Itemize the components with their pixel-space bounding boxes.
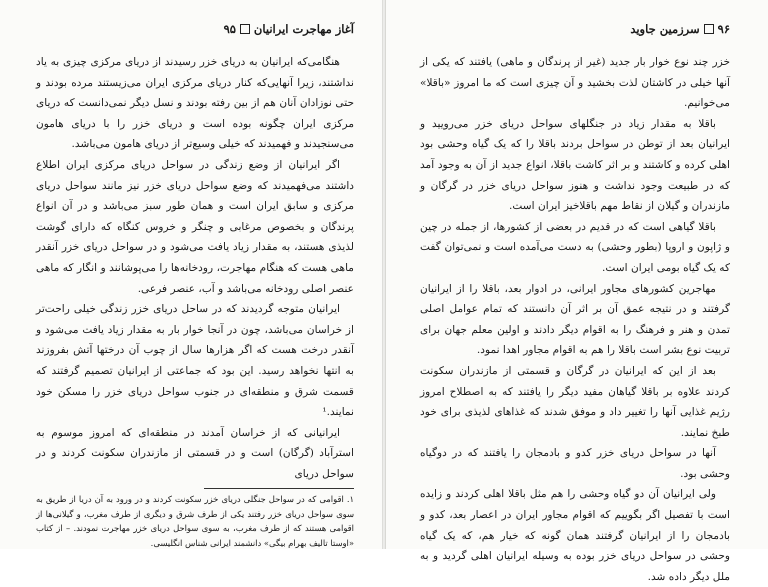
right-paragraph-2: باقلا به مقدار زیاد در جنگلهای سواحل دریای خزر می‌رویید و ایرانیان بعد از توطن در سواحل بردند باقلا را که یک گیاه وحشی بود اهلی کرده و کاشتند و بر اثر کاشت باقلا، انواع جدید از آن به وجود آمد که در طبیعت وجود نداشت و هنوز سواحل دریای خزر در گرگان و مازندران و گیلان از نقاط مهم باقلاخیز ایران است. <box>420 117 730 213</box>
right-paragraph-5: بعد از این که ایرانیان در گرگان و قسمتی از مازندران سکونت کردند علاوه بر باقلا گیاهان مفید دیگر را یافتند که به اصطلاح امروز رژیم غذایی آنها را تغییر داد و موفق شدند که غذاهای لذیذی برای خود طبخ نمایند. <box>420 364 730 439</box>
left-footnote: ۱. اقوامی که در سواحل جنگلی دریای خزر سکونت کردند و در ورود به آن دریا از طریق به سوی سواحل دریای خزر رفتند یکی از طرف شرق و دیگری از طرف مغرب، و گیلانی‌ها از اقوامی هستند که از طرف مغرب، به سوی سواحل دریای خزر مهاجرت نمودند. – از کتاب «اوستا تالیف بهرام بیگی» دانشمند ایرانی شناس انگلیسی. <box>36 494 354 548</box>
right-paragraph-3: باقلا گیاهی است که در قدیم در بعضی از کشورها، از جمله در چین و ژاپون و اروپا (بطور وحشی) به دست می‌آمده است و نمی‌توان گفت که یک گیاه بومی ایران است. <box>420 220 730 274</box>
left-page-number: ۹۵ <box>223 22 236 36</box>
right-paragraph-6: آنها در سواحل دریای خزر کدو و بادمجان را یافتند که در دوگیاه وحشی بود. <box>420 447 730 480</box>
left-paragraph-2: اگر ایرانیان از وضع زندگی در سواحل دریای مرکزی ایران اطلاع داشتند می‌فهمیدند که وضع سواحل دریای خزر نیز مانند سواحل دریای مرکزی و سابق ایران است و همان طور سبز می‌باشد و در آن انواع پرندگان و بخصوص مرغابی و چنگر و خروس کنگاه که دارای گوشت لذیذی هستند، به مقدار زیاد یافت می‌شود و در سواحل دریای خزر آنقدر ماهی هست که هنگام مهاجرت، رودخانه‌ها را می‌پوشانند و انگار که ماهی عنصر اصلی رودخانه می‌باشد و آب، عنصر فرعی. <box>36 158 354 295</box>
left-paragraph-3: ایرانیان متوجه گردیدند که در ساحل دریای خزر زندگی خیلی راحت‌تر از خراسان می‌باشد، چون در آنجا خوار بار به مقدار زیاد یافت می‌شود و آنقدر درخت هست که اگر هزارها سال از چوب آن درختها آتش بفروزند به انتها نخواهد رسید. این بود که جماعتی از ایرانیان تصمیم گرفتند که قسمت شرق و منطقه‌ای در جنوب سواحل دریای خزر را مسکن خود نمایند.¹ <box>36 303 354 419</box>
right-page <box>386 0 768 583</box>
square-ornament-icon <box>240 24 250 34</box>
right-page-number: ۹۶ <box>717 22 730 36</box>
left-page-header <box>36 18 354 40</box>
square-ornament-icon <box>704 24 714 34</box>
right-page-body <box>420 52 730 587</box>
left-paragraph-1: هنگامی‌که ایرانیان به دریای خزر رسیدند از دریای مرکزی چیزی به یاد نداشتند، زیرا آنهایی‌که کنار دریای مرکزی ایران می‌زیستند مرده بودند و حتی نوزادان آنان هم از بین رفته بودند و نسل دیگر نمی‌دانست که دریای مرکزی ایران چگونه بوده است و دریای خزر را با دریای هامون می‌سنجیدند و فهمیدند که خیلی وسیع‌تر از دریای هامون می‌باشد. <box>36 56 354 151</box>
left-page <box>0 0 384 549</box>
right-running-title: سرزمین جاوید <box>630 22 700 36</box>
left-running-head <box>224 22 354 36</box>
footnote-divider <box>204 488 354 489</box>
right-running-head <box>630 22 730 36</box>
right-page-header <box>420 18 730 40</box>
left-paragraph-4: ایرانیانی که از خراسان آمدند در منطقه‌ای که امروز موسوم به استرآباد (گرگان) است و در قسمتی از مازندران سکونت کردند و در سواحل دریای <box>36 426 354 480</box>
right-paragraph-1: خزر چند نوع خوار بار جدید (غیر از پرندگان و ماهی) یافتند که یکی از آنها خیلی در کاشتان لذت بخشید و آن چیزی است که ما امروز «باقلا» می‌خوانیم. <box>420 56 730 110</box>
right-paragraph-7: ولی ایرانیان آن دو گیاه وحشی را هم مثل باقلا اهلی کردند و زایده است با تفصیل اگر بگوییم که اقوام مجاور ایران در اعصار بعد، کدو و بادمجان را از ایرانیان گرفتند همان گونه که خیار هم، که یک گیاه وحشی در سواحل دریای خزر بوده به وسیله ایرانیان اهلی گردید و به ملل دیگر داده شد. <box>420 488 730 583</box>
right-paragraph-4: مهاجرین کشورهای مجاور ایرانی، در ادوار بعد، باقلا را از ایرانیان گرفتند و در نتیجه عمق آن بر اثر آن دانستند که تمام عوامل اصلی تمدن و هنر و فرهنگ را به اقوام دیگر دادند و اولین معلم جهان برای تربیت نوع بشر است باقلا را هم به اقوام مجاور اهدا نمود. <box>420 282 730 357</box>
left-running-title: آغاز مهاجرت ایرانیان <box>253 22 354 36</box>
left-page-body <box>36 52 354 484</box>
